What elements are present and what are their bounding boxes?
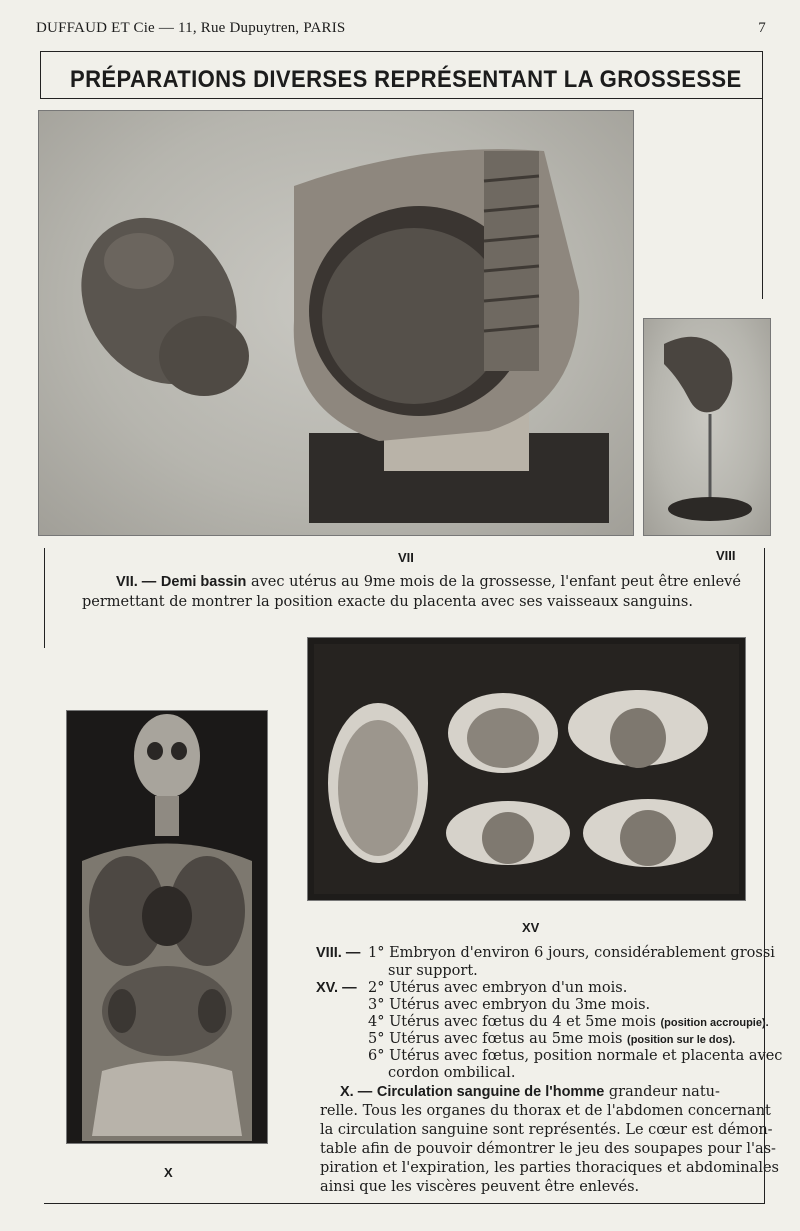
caption-vii-rest: avec utérus au 9me mois de la grossesse, l'enfant peut être enlevé	[250, 574, 741, 590]
caption-vii-line1	[116, 573, 756, 592]
caption-x-lead: X. —	[340, 1084, 373, 1100]
label-vii: VII	[398, 550, 414, 565]
list-item: 4° Utérus avec fœtus du 4 et 5me mois (position accroupie).	[368, 1014, 769, 1030]
photo-embryon	[643, 318, 771, 536]
photo-demi-bassin	[38, 110, 634, 536]
bottom-rule	[44, 1203, 765, 1204]
list-item: cordon ombilical.	[388, 1065, 516, 1081]
list-item: sur support.	[388, 963, 478, 979]
caption-x-bold: Circulation sanguine de l'homme	[376, 1084, 605, 1100]
caption-vii-lead: VII. —	[116, 574, 157, 590]
list-item: XV. — 2° Utérus avec embryon d'un mois.	[316, 980, 628, 996]
left-rule	[44, 548, 45, 648]
label-x: X	[164, 1165, 173, 1180]
caption-x-line: la circulation sanguine sont représentés. Le cœur est démon-	[320, 1122, 773, 1138]
page-title: PRÉPARATIONS DIVERSES REPRÉSENTANT LA GROSSESSE	[70, 66, 742, 93]
list-item: 5° Utérus avec fœtus au 5me mois (position sur le dos).	[368, 1031, 736, 1047]
caption-vii-line2: permettant de montrer la position exacte du placenta avec ses vaisseaux sanguins.	[82, 594, 693, 610]
caption-x-line: relle. Tous les organes du thorax et de l'abdomen concernant	[320, 1103, 771, 1119]
publisher-line: DUFFAUD ET Cie — 11, Rue Dupuytren, PARIS	[36, 20, 346, 36]
right-rule	[762, 51, 763, 299]
list-item: VIII. — 1° Embryon d'environ 6 jours, considérablement grossi	[316, 945, 775, 961]
caption-x-line: piration et l'expiration, les parties thoraciques et abdominales	[320, 1160, 779, 1176]
photo-uterus-series	[307, 637, 746, 901]
caption-x-line: table afin de pouvoir démontrer le jeu des soupapes pour l'as-	[320, 1141, 776, 1157]
caption-x-line1: X. — Circulation sanguine de l'homme grandeur natu-	[340, 1084, 720, 1100]
caption-vii-bold: Demi bassin	[160, 574, 247, 590]
page-header	[36, 20, 766, 42]
caption-x-line: ainsi que les viscères peuvent être enlevés.	[320, 1179, 640, 1195]
label-viii: VIII	[716, 548, 736, 563]
list-item: 3° Utérus avec embryon du 3me mois.	[368, 997, 651, 1013]
list-item: 6° Utérus avec fœtus, position normale et placenta avec	[368, 1048, 783, 1064]
page-number: 7	[758, 20, 766, 36]
label-xv: XV	[522, 920, 540, 935]
photo-circulation	[66, 710, 268, 1144]
